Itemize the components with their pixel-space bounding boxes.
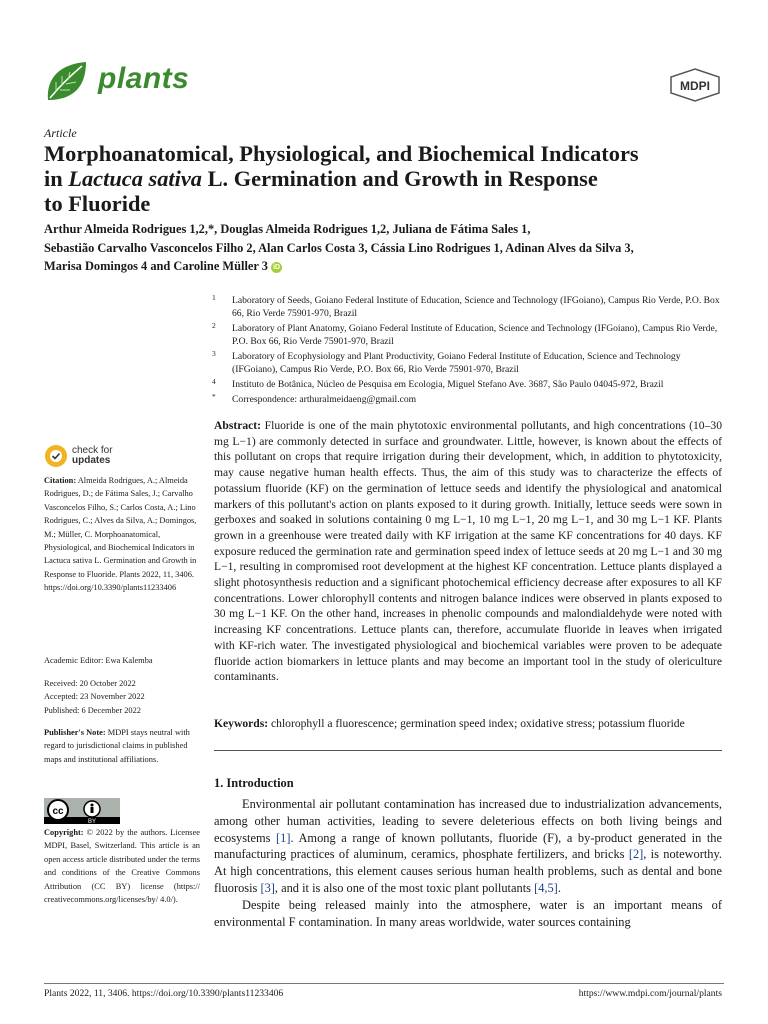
affiliation-number: 2 [212, 321, 216, 330]
svg-text:BY: BY [87, 819, 97, 824]
check-updates-icon [44, 444, 68, 468]
author-line-1: Arthur Almeida Rodrigues 1,2,*, Douglas Almeida Rodrigues 1,2, Juliana de Fátima Sales 1, [44, 222, 531, 236]
affiliation-item [212, 393, 724, 406]
footer-journal-url[interactable]: https://www.mdpi.com/journal/plants [578, 988, 722, 999]
affiliation-number: 3 [212, 349, 216, 358]
affiliation-number: 4 [212, 377, 216, 386]
section-divider [214, 750, 722, 751]
abstract-text: Fluoride is one of the main phytotoxic environmental pollutants, and high concentrations (10–30 mg L−1) are commonly detected in surface and groundwater. Little, however, is known about the effects of this pollutant on crops that require irrigation during their development, which, in addition to phytotoxicity, may cause negative human health effects. Thus, the aim of this study was to characterize the effects of potassium fluoride (KF) on the germination of lettuce seeds and identify the physiological and anatomical markers of this pollutant's action on plants exposed to it during growth. Initially, lettuce seeds were sown in gerboxes and soaked in solutions containing 0 mg L−1, 10 mg L−1, 20 mg L−1, and 30 mg L−1 KF. Plants grown in a greenhouse were treated daily with KF irrigation at the same KF concentrations for 40 days. KF exposure reduced the germination rate and germination speed index of lettuce seeds at 20 mg L−1 and 30 mg L−1, resulting in compromised root development at the highest KF concentration. Lettuce plants displayed a slight photosynthesis reduction and a significant photochemical efficiency decrease after exposures to all KF concentrations. Lower chlorophyll contents and nitrogen balance indices were observed in plants exposed to 30 mg L−1 KF. On the other hand, increases in phenolic compounds and malondialdehyde were noted with increasing KF concentrations. Lettuce plants can, therefore, accumulate fluoride in leaves when irrigated with KF-rich water. The investigated physiological and biochemical variables were proven to be adequate fluoride action biomarkers in lettuce plants and may become an important tool in the study of olericulture contaminants. [214, 419, 722, 684]
author-line-3: Marisa Domingos 4 and Caroline Müller 3 [44, 259, 268, 273]
paper-title: Morphoanatomical, Physiological, and Biochemical Indicators in Lactuca sativa L. Germination and Growth in Response to Fluoride [44, 141, 639, 216]
keywords-label: Keywords: [214, 717, 269, 730]
affiliation-text: Laboratory of Plant Anatomy, Goiano Federal Institute of Education, Science and Technology (IFGoiano), Campus Rio Verde, P.O. Box 66, Rio Verde 75901-970, Brazil [232, 323, 718, 347]
introduction-text [214, 796, 722, 930]
affiliation-text: Correspondence: arthuralmeidaeng@gmail.com [232, 394, 417, 405]
citation-text: Almeida Rodrigues, A.; Almeida Rodrigues, D.; de Fátima Sales, J.; Carvalho Vasconcelos Filho, S.; Carlos Costa, A.; Lino Rodrigues, C.; Alves da Silva, A.; Domingos, M.; Müller, C. Morphoanatomical, Physiological, and Biochemical Indicators in Lactuca sativa L. Germination and Growth in Response to Fluoride. Plants 2022, 11, 3406. https://doi.org/10.3390/plants11233406 [44, 476, 197, 593]
affiliation-item [212, 378, 724, 391]
received-date: Received: 20 October 2022 [44, 679, 136, 688]
keywords [214, 716, 722, 731]
author-list [44, 220, 734, 276]
check-for-updates-button[interactable]: check for updates [44, 444, 164, 470]
keywords-text: chlorophyll a fluorescence; germination speed index; oxidative stress; potassium fluoride [271, 717, 685, 730]
affiliation-item [212, 322, 724, 348]
affiliation-number: 1 [212, 293, 216, 302]
affiliations [212, 294, 724, 408]
section-heading: 1. Introduction [214, 776, 294, 790]
publisher-note: Publisher's Note: MDPI stays neutral with regard to jurisdictional claims in published maps and institutional affiliations. [44, 728, 190, 764]
citation-link[interactable]: [1] [276, 830, 291, 845]
copyright-block: Copyright: © 2022 by the authors. Licensee MDPI, Basel, Switzerland. This article is an open access article distributed under the terms and conditions of the Creative Commons Attribution (CC BY) license (https:// creativecommons.org/licenses/by/ 4.0/). [44, 828, 201, 905]
affiliation-text: Laboratory of Seeds, Goiano Federal Institute of Education, Science and Technology (IFGoiano), Campus Rio Verde, P.O. Box 66, Rio Verde 75901-970, Brazil [232, 295, 720, 319]
article-dates [44, 677, 200, 717]
intro-paragraph-1: Environmental air pollutant contamination has increased due to industrialization advancements, among other human activities, leading to severe deleterious effects on both living beings and ecosystems [1]. Among a range of known pollutants, fluoride (F), a by-product generated in the manufacturing practices of aluminum, ceramics, phosphate fertilizers, and bricks [2], is noteworthy. At high concentrations, this element causes serious human health problems, such as dental and bone fluorosis [3], and it is also one of the most toxic plant pollutants [4,5]. [214, 797, 722, 895]
affiliation-item [212, 294, 724, 320]
orcid-icon[interactable]: iD [273, 264, 281, 271]
affiliation-item [212, 350, 724, 376]
footer-divider [44, 983, 724, 984]
citation-block: Citation: Almeida Rodrigues, A.; Almeida Rodrigues, D.; de Fátima Sales, J.; Carvalho Vasconcelos Filho, S.; Carlos Costa, A.; Lino Rodrigues, C.; Alves da Silva, A.; Domingos, M.; Müller, C. Morphoanatomical, Physiological, and Biochemical Indicators in Lactuca sativa L. Germination and Growth in Response to Fluoride. Plants 2022, 11, 3406. https://doi.org/10.3390/plants11233406 [44, 476, 197, 593]
mdpi-logo-icon [668, 68, 722, 102]
abstract-label: Abstract: [214, 419, 262, 432]
academic-editor: Academic Editor: Ewa Kalemba [44, 656, 153, 665]
title-species: Lactuca sativa [68, 166, 202, 191]
abstract [214, 418, 722, 685]
accepted-date: Accepted: 23 November 2022 [44, 692, 145, 702]
affiliation-text: Instituto de Botânica, Núcleo de Pesquisa em Ecologia, Miguel Stefano Ave. 3687, São Paulo 04045-972, Brazil [232, 379, 664, 390]
citation-link[interactable]: [4,5] [534, 880, 558, 895]
svg-text:cc: cc [52, 806, 64, 817]
citation-link[interactable]: [2] [628, 847, 644, 862]
publisher-name: MDPI [680, 79, 710, 93]
footer-citation: Plants 2022, 11, 3406. https://doi.org/10.3390/plants11233406 [44, 988, 284, 999]
published-date: Published: 6 December 2022 [44, 705, 141, 715]
cc-by-license-icon[interactable] [44, 798, 120, 824]
author-line-2: Sebastião Carvalho Vasconcelos Filho 2, Alan Carlos Costa 3, Cássia Lino Rodrigues 1, Adinan Alves da Silva 3, [44, 240, 634, 255]
article-type: Article [44, 126, 77, 140]
intro-paragraph-2: Despite being released mainly into the atmosphere, water is an important means of environmental F contamination. In many areas worldwide, water sources containing [214, 897, 722, 929]
citation-link[interactable]: [3] [260, 880, 275, 895]
journal-name: plants [98, 62, 190, 95]
affiliation-number: * [212, 392, 216, 401]
plants-logo-icon [44, 60, 90, 104]
affiliation-text: Laboratory of Ecophysiology and Plant Productivity, Goiano Federal Institute of Education, Science and Technology (IFGoiano), Campus Rio Verde, P.O. Box 66, Rio Verde 75901-970, Brazil [232, 351, 681, 375]
